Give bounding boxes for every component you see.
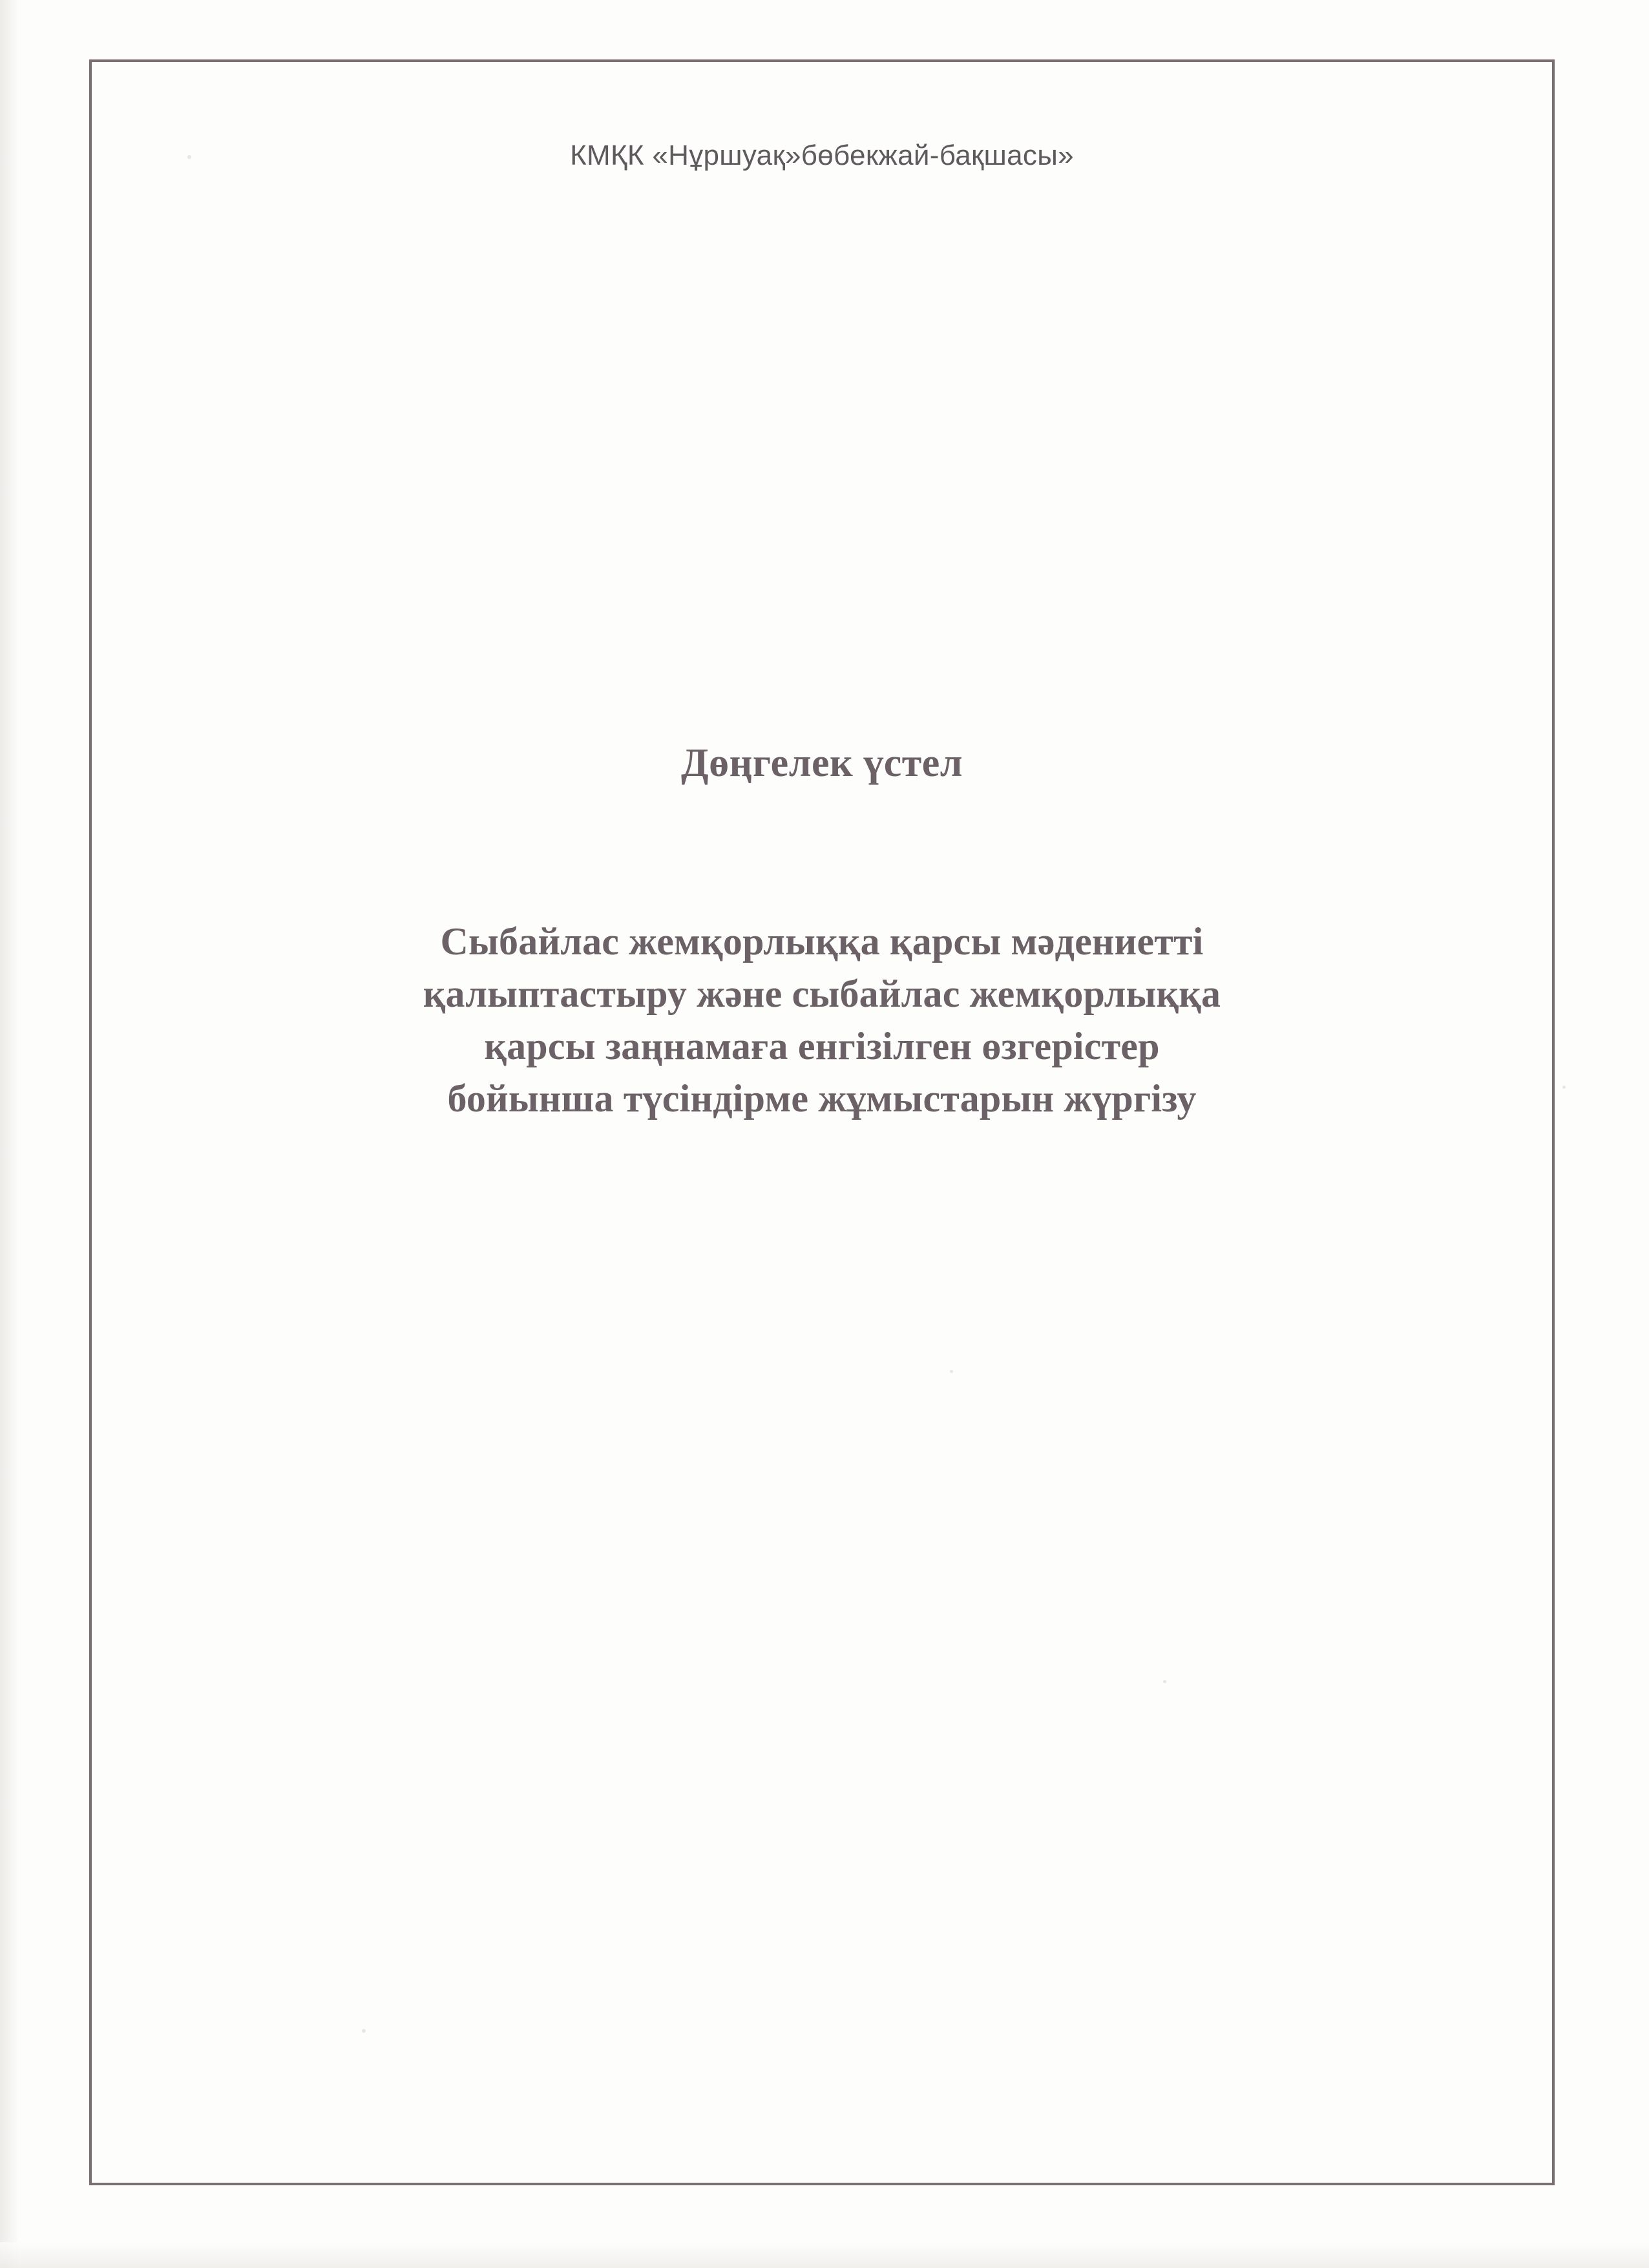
page-title: Дөңгелек үстел [680, 741, 963, 785]
document-body [92, 62, 1552, 2183]
subtitle-line: бойынша түсіндірме жұмыстарын жүргізу [447, 1077, 1197, 1120]
subtitle-line: Сыбайлас жемқорлыққа қарсы мәдениетті [440, 920, 1204, 963]
document-frame [89, 59, 1555, 2185]
subtitle-line: қалыптастыру және сыбайлас жемқорлыққа [423, 972, 1221, 1015]
scan-edge-bottom [0, 2242, 1649, 2268]
scan-edge-left [0, 0, 18, 2268]
subtitle-line: қарсы заңнамаға енгізілген өзгерістер [484, 1025, 1160, 1067]
scan-speck [1562, 1086, 1566, 1089]
title-block [92, 740, 1552, 1125]
organization-name: КМҚК «Нұршуақ»бөбекжай-бақшасы» [570, 140, 1074, 171]
document-subtitle [92, 916, 1552, 1125]
